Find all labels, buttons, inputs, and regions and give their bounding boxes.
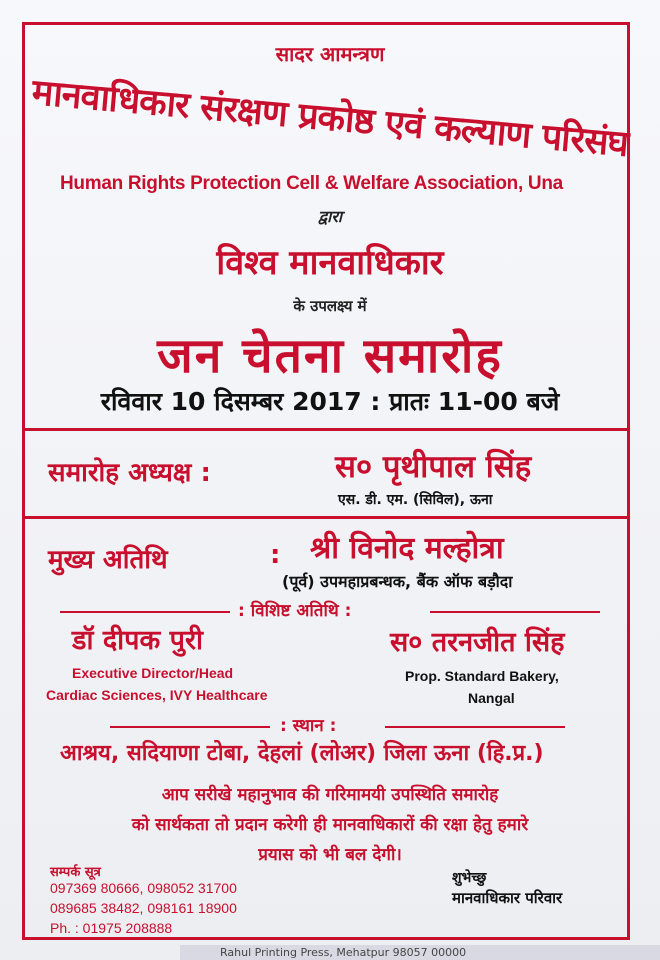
event-date-time: रविवार 10 दिसम्बर 2017 : प्रातः 11-00 बजे <box>100 387 560 416</box>
divider <box>25 516 627 519</box>
special-guest-1-name: डॉ दीपक पुरी <box>72 625 204 656</box>
by-label: द्वारा <box>317 207 343 226</box>
chief-guest-colon: : <box>270 540 281 570</box>
occasion-subtitle: के उपलक्ष्य में <box>293 297 367 315</box>
venue-address: आश्रय, सदियाणा टोबा, देहलां (लोअर) जिला ऊना (हि.प्र.) <box>60 741 544 766</box>
special-guests-heading: : विशिष्ट अतिथि : <box>238 601 352 621</box>
message-line-3: प्रयास को भी बल देगी। <box>258 845 402 865</box>
chief-guest-name: श्री विनोद मल्होत्रा <box>310 531 504 566</box>
contact-phones-1: 097369 80666, 098052 31700 <box>50 880 237 896</box>
dashed-rule <box>110 726 270 728</box>
president-designation: एस. डी. एम. (सिविल), ऊना <box>338 492 493 508</box>
divider <box>25 428 627 431</box>
chief-guest-designation: (पूर्व) उपमहाप्रबन्धक, बैंक ऑफ बड़ौदा <box>282 572 513 591</box>
dashed-rule <box>385 726 565 728</box>
special-guest-2-location: Nangal <box>468 690 515 706</box>
organization-name-hindi: मानवाधिकार संरक्षण प्रकोष्ठ एवं कल्याण परिसंघ <box>30 72 630 165</box>
organization-name-english: Human Rights Protection Cell & Welfare Association, Una <box>60 173 563 194</box>
invitation-heading: सादर आमन्त्रण <box>275 42 385 66</box>
special-guest-2-name: स० तरनजीत सिंह <box>390 627 565 658</box>
chief-guest-role: मुख्य अतिथि <box>48 545 168 575</box>
president-name: स० पृथीपाल सिंह <box>335 449 532 485</box>
message-line-1: आप सरीखे महानुभाव की गरिमामयी उपस्थिति समारोह <box>161 785 499 805</box>
event-name: जन चेतना समारोह <box>157 328 503 384</box>
contact-phones-2: 089685 38482, 098161 18900 <box>50 900 237 916</box>
venue-heading: : स्थान : <box>280 716 337 736</box>
wishers-name: मानवाधिकार परिवार <box>452 889 563 907</box>
printer-credit: Rahul Printing Press, Mehatpur 98057 00000 <box>180 945 660 960</box>
special-guest-1-org: Cardiac Sciences, IVY Healthcare <box>46 687 268 703</box>
contact-landline: Ph. : 01975 208888 <box>50 920 173 936</box>
message-line-2: को सार्थकता तो प्रदान करेगी ही मानवाधिकारों की रक्षा हेतु हमारे <box>131 815 529 835</box>
wishers-label: शुभेच्छु <box>452 870 487 886</box>
dashed-rule <box>60 611 230 613</box>
contact-label: सम्पर्क सूत्र <box>50 865 101 880</box>
dashed-rule <box>430 611 600 613</box>
special-guest-1-title: Executive Director/Head <box>72 665 234 681</box>
president-role: समारोह अध्यक्ष : <box>48 458 211 488</box>
special-guest-2-title: Prop. Standard Bakery, <box>405 668 559 684</box>
occasion-title: विश्व मानवाधिकार <box>216 243 444 283</box>
